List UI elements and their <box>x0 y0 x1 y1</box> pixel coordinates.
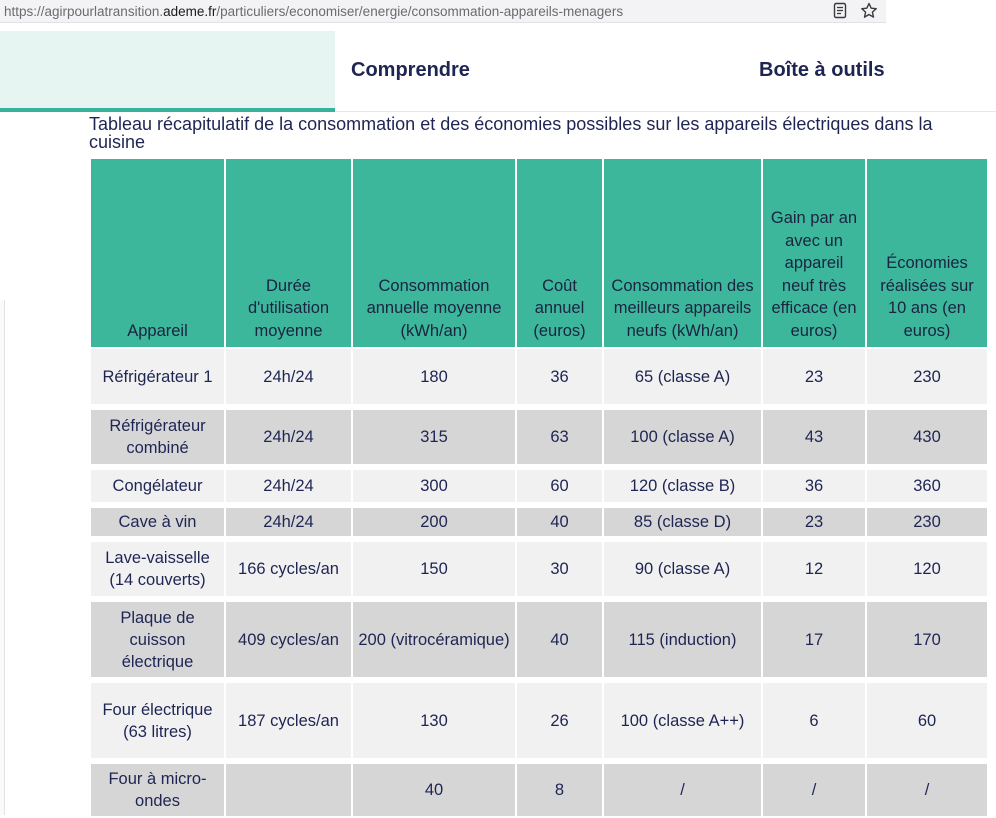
table-cell: Cave à vin <box>91 504 224 536</box>
table-cell: / <box>763 760 865 816</box>
table-cell: 315 <box>353 406 515 464</box>
header-active-indicator <box>0 108 335 112</box>
table-cell: 150 <box>353 538 515 596</box>
table-cell: 60 <box>867 679 987 758</box>
col-header-gain: Gain par an avec un appareil neuf très efficace (en euros) <box>763 159 865 347</box>
table-cell: 100 (classe A) <box>604 406 761 464</box>
table-cell: 430 <box>867 406 987 464</box>
table-cell: 230 <box>867 349 987 404</box>
table-cell: 63 <box>517 406 602 464</box>
table-cell: Four à micro-ondes <box>91 760 224 816</box>
table-cell: 187 cycles/an <box>226 679 351 758</box>
table-cell: 36 <box>763 466 865 502</box>
side-panel-edge <box>0 300 5 815</box>
table-cell: 24h/24 <box>226 349 351 404</box>
table-row <box>91 349 987 404</box>
table-cell: 40 <box>517 504 602 536</box>
table-row <box>91 760 987 816</box>
table-cell: 40 <box>517 598 602 677</box>
table-cell: 40 <box>353 760 515 816</box>
bookmark-star-icon[interactable] <box>860 2 878 19</box>
table-cell: 90 (classe A) <box>604 538 761 596</box>
table-cell: 360 <box>867 466 987 502</box>
col-header-duree: Durée d'utilisation moyenne <box>226 159 351 347</box>
table-cell: 115 (induction) <box>604 598 761 677</box>
reader-mode-icon[interactable] <box>832 2 848 19</box>
browser-address-bar[interactable] <box>0 0 886 23</box>
table-cell: 30 <box>517 538 602 596</box>
table-cell: 8 <box>517 760 602 816</box>
table-row <box>91 598 987 677</box>
table-row <box>91 538 987 596</box>
table-cell: 120 (classe B) <box>604 466 761 502</box>
table-cell: 43 <box>763 406 865 464</box>
table-cell: 100 (classe A++) <box>604 679 761 758</box>
table-row <box>91 679 987 758</box>
table-cell: 409 cycles/an <box>226 598 351 677</box>
table-cell: 170 <box>867 598 987 677</box>
table-cell: 200 <box>353 504 515 536</box>
table-cell: 60 <box>517 466 602 502</box>
table-caption: Tableau récapitulatif de la consommation et des économies possibles sur les appareils électriques dans la cuisine <box>89 114 933 152</box>
table-cell: Lave-vaisselle (14 couverts) <box>91 538 224 596</box>
table-cell: 24h/24 <box>226 504 351 536</box>
table-cell: 130 <box>353 679 515 758</box>
table-cell: 17 <box>763 598 865 677</box>
table-cell: Réfrigérateur combiné <box>91 406 224 464</box>
table-row <box>91 504 987 536</box>
table-cell: 230 <box>867 504 987 536</box>
header-left-panel <box>0 31 335 108</box>
table-cell: 166 cycles/an <box>226 538 351 596</box>
table-cell: Congélateur <box>91 466 224 502</box>
col-header-consommation: Consommation annuelle moyenne (kWh/an) <box>353 159 515 347</box>
nav-boite-a-outils[interactable]: Boîte à outils <box>759 59 885 81</box>
table-cell: 120 <box>867 538 987 596</box>
table-row <box>91 466 987 502</box>
table-row <box>91 406 987 464</box>
table-cell: 300 <box>353 466 515 502</box>
table-cell: Four électrique (63 litres) <box>91 679 224 758</box>
table-cell: / <box>604 760 761 816</box>
table-cell: 26 <box>517 679 602 758</box>
url-text[interactable]: https://agirpourlatransition.ademe.fr/particuliers/economiser/energie/consommation-appareils-menagers <box>4 3 624 19</box>
col-header-appareil: Appareil <box>91 159 224 347</box>
table-cell: Plaque de cuisson électrique <box>91 598 224 677</box>
table-cell: 24h/24 <box>226 466 351 502</box>
table-cell: 65 (classe A) <box>604 349 761 404</box>
table-cell: 180 <box>353 349 515 404</box>
table-cell: 23 <box>763 504 865 536</box>
table-cell: 85 (classe D) <box>604 504 761 536</box>
consumption-table <box>89 157 989 818</box>
table-cell: 23 <box>763 349 865 404</box>
col-header-cout: Coût annuel (euros) <box>517 159 602 347</box>
table-cell: 24h/24 <box>226 406 351 464</box>
table-cell: 200 (vitrocéramique) <box>353 598 515 677</box>
table-cell: Réfrigérateur 1 <box>91 349 224 404</box>
table-cell: / <box>867 760 987 816</box>
header-divider <box>335 111 996 112</box>
table-cell <box>226 760 351 816</box>
col-header-meilleurs: Consommation des meilleurs appareils neufs (kWh/an) <box>604 159 761 347</box>
nav-comprendre[interactable]: Comprendre <box>351 59 470 81</box>
col-header-economies: Économies réalisées sur 10 ans (en euros) <box>867 159 987 347</box>
table-cell: 12 <box>763 538 865 596</box>
table-cell: 36 <box>517 349 602 404</box>
table-cell: 6 <box>763 679 865 758</box>
